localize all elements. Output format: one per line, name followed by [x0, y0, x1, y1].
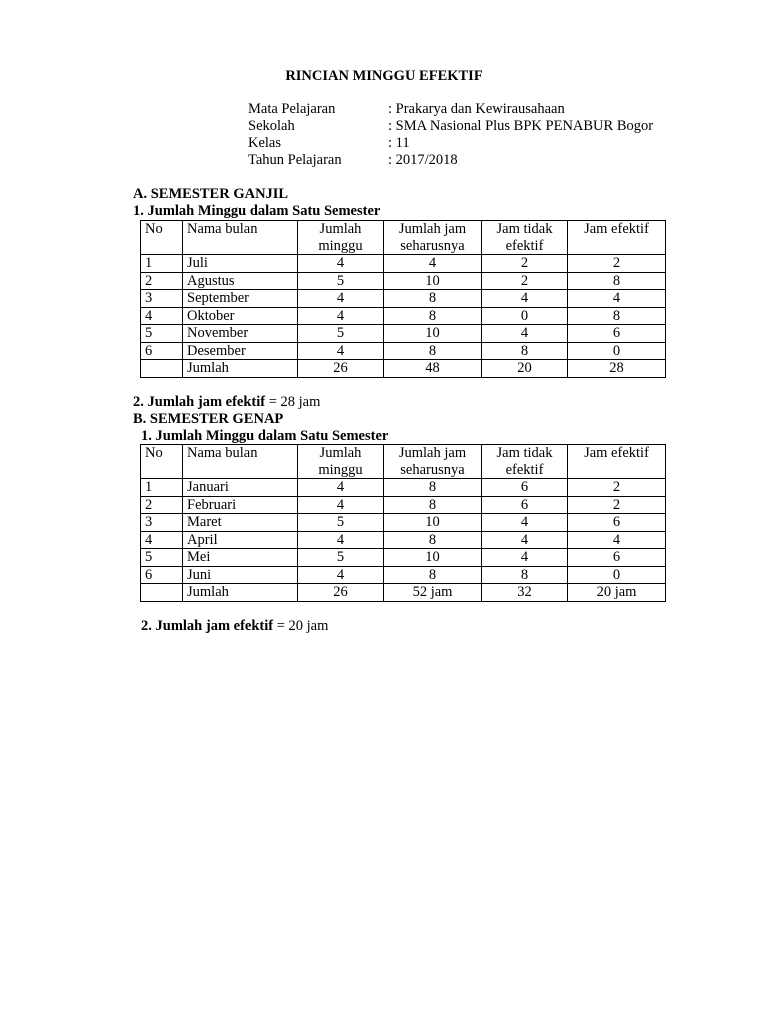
- cell-ineffective: 2: [482, 255, 568, 273]
- cell-weeks: 4: [298, 531, 384, 549]
- cell-effective: 28: [568, 360, 666, 378]
- semester-ganjil-summary: [133, 394, 320, 411]
- info-value: : Prakarya dan Kewirausahaan: [388, 101, 565, 117]
- cell-hours: 8: [384, 290, 482, 308]
- cell-month: September: [183, 290, 298, 308]
- table-row: [141, 272, 666, 290]
- cell-month: Jumlah: [183, 360, 298, 378]
- cell-month: Mei: [183, 549, 298, 567]
- cell-effective: 0: [568, 342, 666, 360]
- cell-weeks: 4: [298, 307, 384, 325]
- column-ineffective: Jam tidak efektif: [482, 221, 568, 255]
- table-row: [141, 566, 666, 584]
- cell-hours: 10: [384, 549, 482, 567]
- cell-hours: 8: [384, 342, 482, 360]
- cell-ineffective: 8: [482, 342, 568, 360]
- cell-no: 4: [141, 307, 183, 325]
- cell-weeks: 4: [298, 566, 384, 584]
- column-weeks: Jumlah minggu: [298, 445, 384, 479]
- cell-hours: 10: [384, 325, 482, 343]
- table-header-row: [141, 445, 666, 479]
- cell-hours: 8: [384, 566, 482, 584]
- cell-hours: 10: [384, 514, 482, 532]
- cell-ineffective: 8: [482, 566, 568, 584]
- cell-hours: 48: [384, 360, 482, 378]
- cell-no: 5: [141, 549, 183, 567]
- table-row: [141, 255, 666, 273]
- cell-no: 2: [141, 496, 183, 514]
- cell-hours: 8: [384, 479, 482, 497]
- summary-label: 2. Jumlah jam efektif: [141, 618, 274, 634]
- cell-weeks: 5: [298, 272, 384, 290]
- cell-weeks: 5: [298, 549, 384, 567]
- cell-effective: 6: [568, 325, 666, 343]
- column-ineffective: Jam tidak efektif: [482, 445, 568, 479]
- cell-ineffective: 4: [482, 325, 568, 343]
- cell-effective: 0: [568, 566, 666, 584]
- table-total-row: [141, 584, 666, 602]
- cell-month: Agustus: [183, 272, 298, 290]
- info-label: Tahun Pelajaran: [248, 152, 342, 168]
- cell-weeks: 26: [298, 360, 384, 378]
- cell-effective: 2: [568, 255, 666, 273]
- column-no: No: [141, 221, 183, 255]
- table-row: [141, 549, 666, 567]
- cell-month: Januari: [183, 479, 298, 497]
- semester-ganjil-heading: A. SEMESTER GANJIL: [133, 186, 289, 202]
- column-effective: Jam efektif: [568, 221, 666, 255]
- cell-ineffective: 6: [482, 479, 568, 497]
- cell-ineffective: 4: [482, 531, 568, 549]
- column-month: Nama bulan: [183, 445, 298, 479]
- summary-label: 2. Jumlah jam efektif: [133, 394, 266, 410]
- cell-ineffective: 6: [482, 496, 568, 514]
- cell-ineffective: 4: [482, 549, 568, 567]
- semester-ganjil-table: [140, 220, 666, 378]
- cell-hours: 4: [384, 255, 482, 273]
- cell-no: 3: [141, 290, 183, 308]
- cell-effective: 8: [568, 307, 666, 325]
- info-label: Mata Pelajaran: [248, 101, 336, 117]
- cell-no: 1: [141, 255, 183, 273]
- cell-month: Oktober: [183, 307, 298, 325]
- table-row: [141, 531, 666, 549]
- column-no: No: [141, 445, 183, 479]
- semester-genap-summary: [141, 618, 328, 635]
- cell-ineffective: 4: [482, 290, 568, 308]
- info-value: : 11: [388, 135, 410, 151]
- cell-effective: 2: [568, 479, 666, 497]
- cell-ineffective: 32: [482, 584, 568, 602]
- table-row: [141, 290, 666, 308]
- cell-month: Desember: [183, 342, 298, 360]
- cell-weeks: 4: [298, 342, 384, 360]
- cell-no: 5: [141, 325, 183, 343]
- table-row: [141, 342, 666, 360]
- cell-month: Juli: [183, 255, 298, 273]
- cell-no: [141, 584, 183, 602]
- cell-no: 6: [141, 342, 183, 360]
- table-row: [141, 307, 666, 325]
- cell-no: 2: [141, 272, 183, 290]
- cell-effective: 4: [568, 290, 666, 308]
- column-month: Nama bulan: [183, 221, 298, 255]
- table-row: [141, 514, 666, 532]
- cell-hours: 8: [384, 531, 482, 549]
- column-hours: Jumlah jam seharusnya: [384, 221, 482, 255]
- info-label: Sekolah: [248, 118, 295, 134]
- cell-ineffective: 0: [482, 307, 568, 325]
- cell-effective: 4: [568, 531, 666, 549]
- column-hours: Jumlah jam seharusnya: [384, 445, 482, 479]
- summary-value: = 28 jam: [265, 394, 321, 410]
- cell-month: Maret: [183, 514, 298, 532]
- table-row: [141, 325, 666, 343]
- cell-effective: 8: [568, 272, 666, 290]
- cell-month: Juni: [183, 566, 298, 584]
- summary-value: = 20 jam: [273, 618, 329, 634]
- info-value: : 2017/2018: [388, 152, 458, 168]
- cell-weeks: 5: [298, 325, 384, 343]
- cell-hours: 52 jam: [384, 584, 482, 602]
- table-header-row: [141, 221, 666, 255]
- table-row: [141, 479, 666, 497]
- cell-weeks: 4: [298, 290, 384, 308]
- semester-ganjil-subheading: 1. Jumlah Minggu dalam Satu Semester: [133, 203, 381, 219]
- cell-no: 4: [141, 531, 183, 549]
- info-label: Kelas: [248, 135, 282, 151]
- info-value: : SMA Nasional Plus BPK PENABUR Bogor: [388, 118, 654, 134]
- cell-effective: 6: [568, 514, 666, 532]
- cell-month: Februari: [183, 496, 298, 514]
- cell-no: [141, 360, 183, 378]
- cell-weeks: 26: [298, 584, 384, 602]
- cell-weeks: 4: [298, 496, 384, 514]
- cell-no: 6: [141, 566, 183, 584]
- cell-effective: 6: [568, 549, 666, 567]
- cell-ineffective: 4: [482, 514, 568, 532]
- cell-hours: 10: [384, 272, 482, 290]
- cell-no: 1: [141, 479, 183, 497]
- cell-effective: 20 jam: [568, 584, 666, 602]
- cell-hours: 8: [384, 307, 482, 325]
- table-total-row: [141, 360, 666, 378]
- cell-month: Jumlah: [183, 584, 298, 602]
- semester-genap-table: [140, 444, 666, 602]
- cell-hours: 8: [384, 496, 482, 514]
- column-weeks: Jumlah minggu: [298, 221, 384, 255]
- column-effective: Jam efektif: [568, 445, 666, 479]
- semester-genap-subheading: 1. Jumlah Minggu dalam Satu Semester: [141, 428, 389, 444]
- cell-month: April: [183, 531, 298, 549]
- cell-month: November: [183, 325, 298, 343]
- cell-effective: 2: [568, 496, 666, 514]
- cell-ineffective: 2: [482, 272, 568, 290]
- cell-weeks: 4: [298, 255, 384, 273]
- cell-no: 3: [141, 514, 183, 532]
- semester-genap-heading: B. SEMESTER GENAP: [133, 411, 284, 427]
- page-title: RINCIAN MINGGU EFEKTIF: [285, 68, 483, 84]
- cell-weeks: 4: [298, 479, 384, 497]
- table-row: [141, 496, 666, 514]
- cell-weeks: 5: [298, 514, 384, 532]
- document-info: [248, 101, 653, 169]
- cell-ineffective: 20: [482, 360, 568, 378]
